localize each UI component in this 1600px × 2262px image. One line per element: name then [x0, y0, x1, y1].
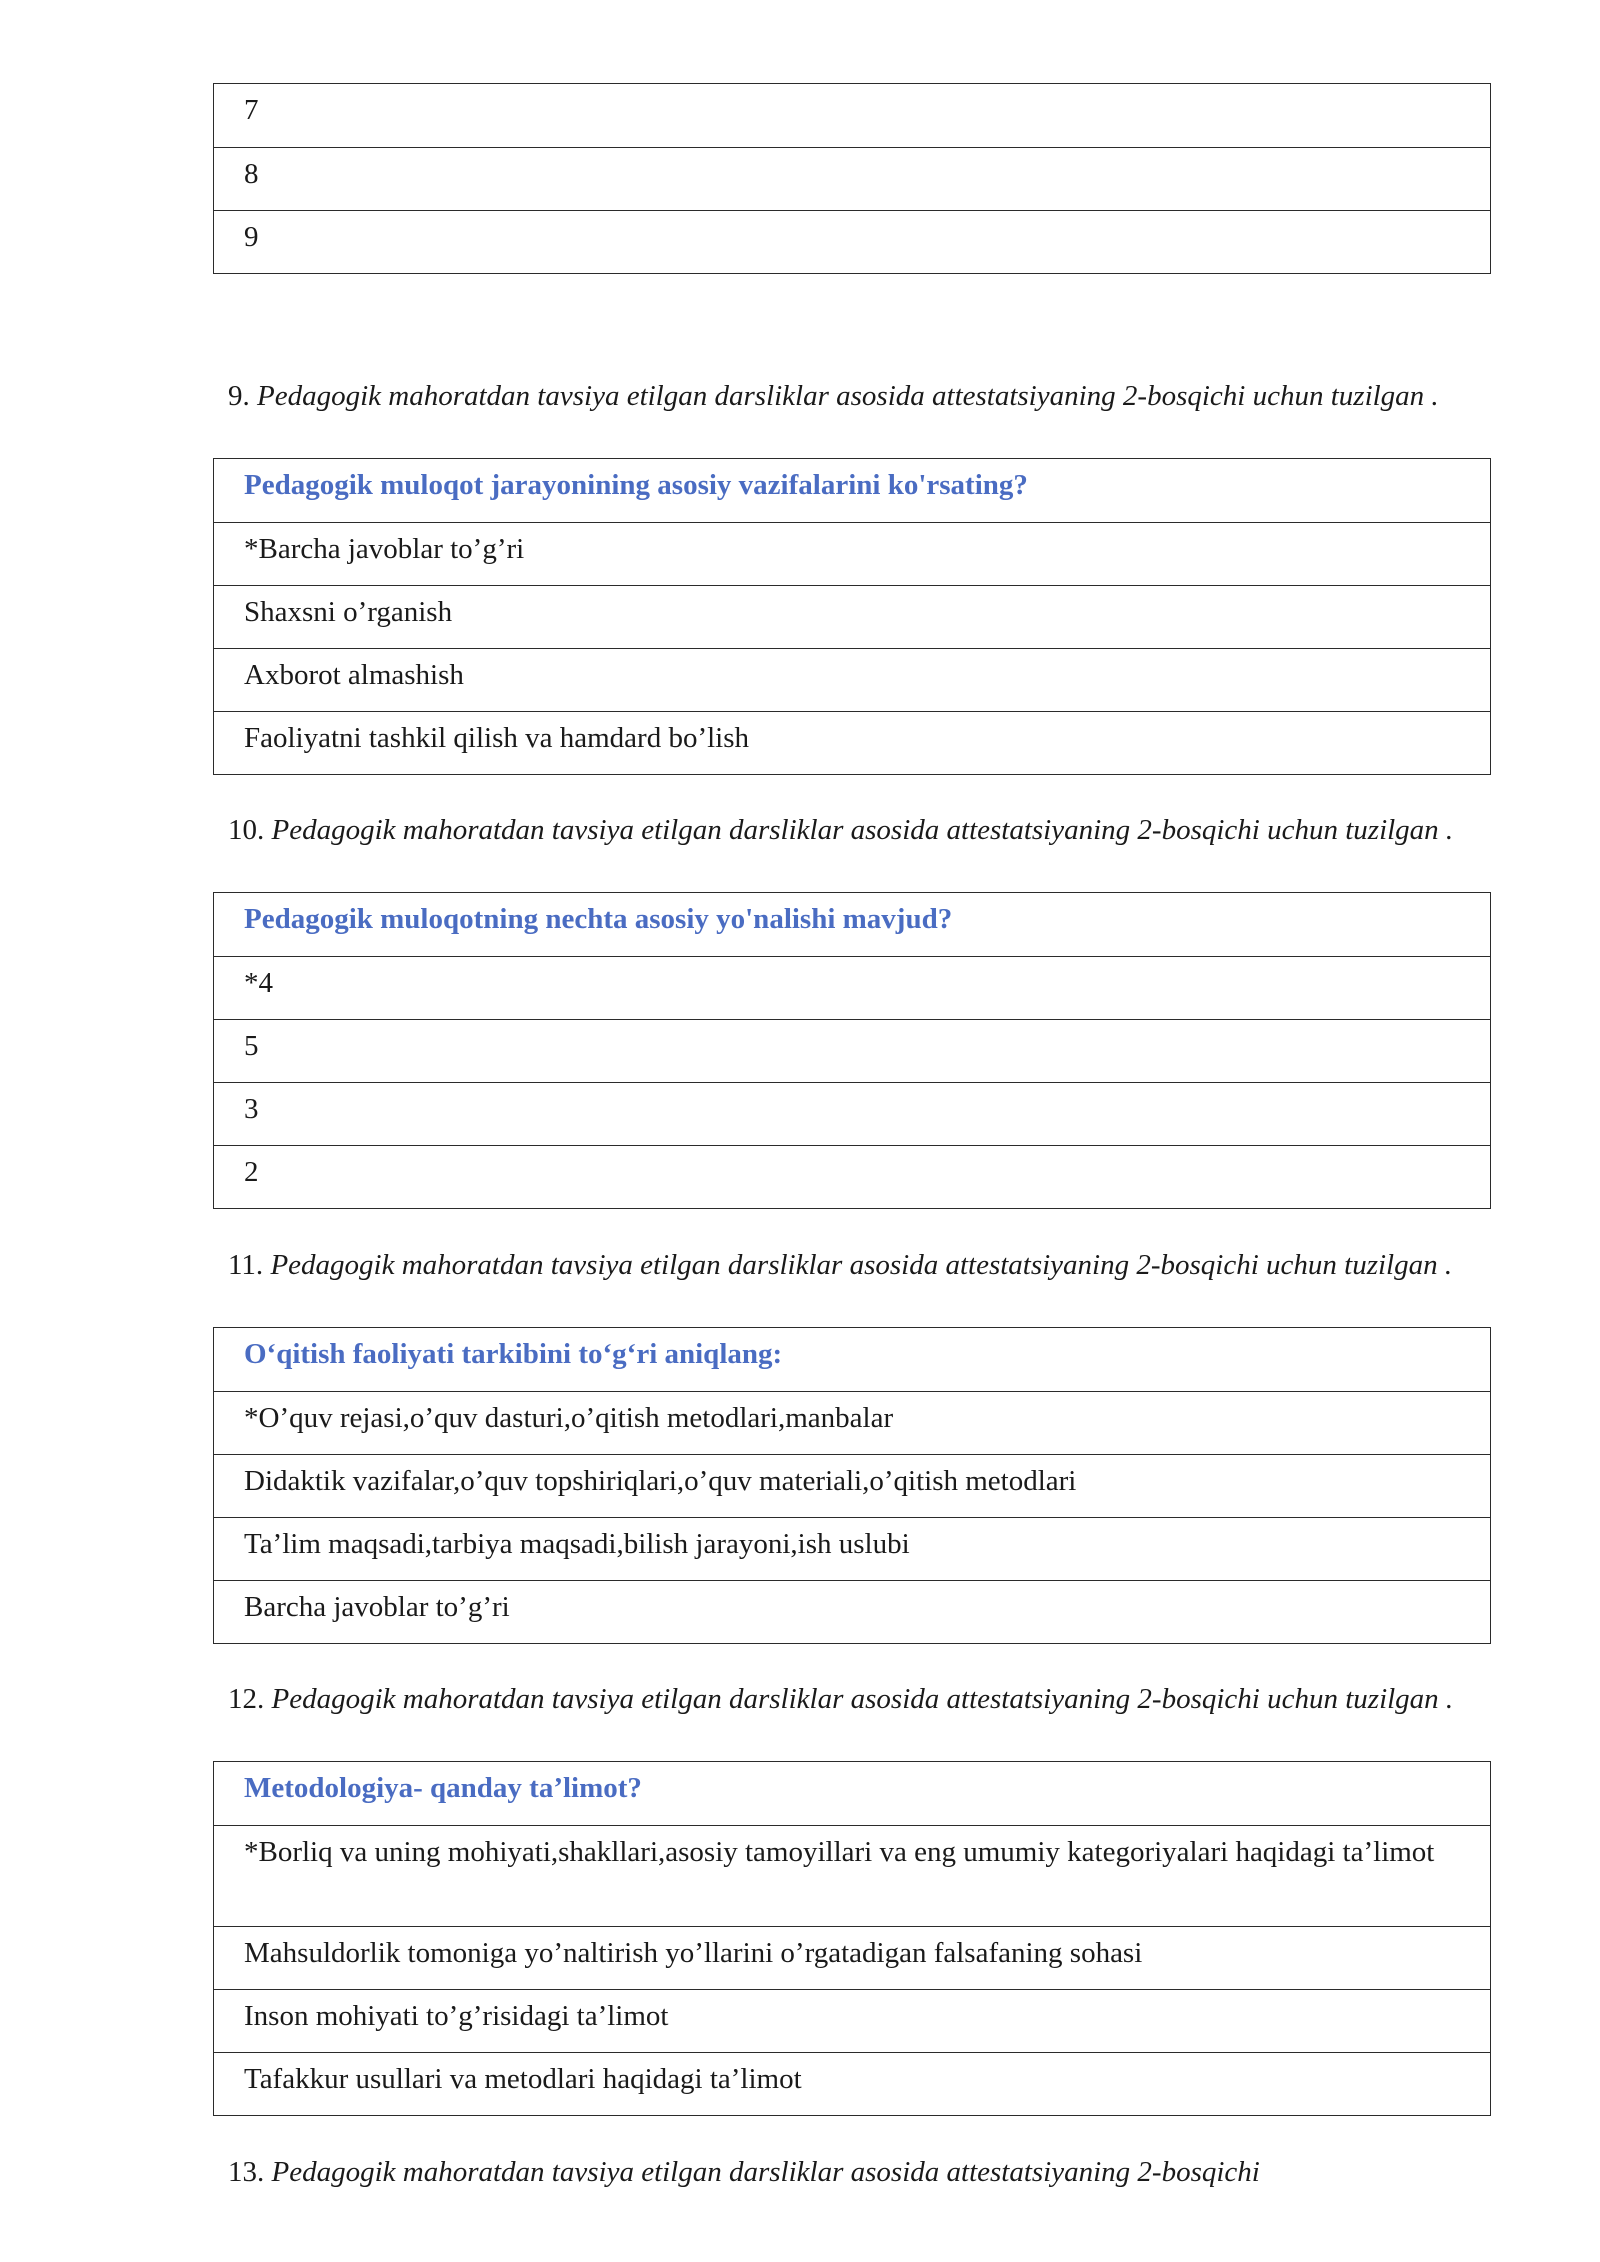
question-12-intro	[228, 1679, 1478, 1719]
question-number: 12.	[228, 1683, 265, 1715]
answer-option: Shaxsni o’rganish	[214, 585, 1490, 648]
answer-option: Faoliyatni tashkil qilish va hamdard bo’lish	[214, 711, 1490, 774]
question-12-table	[213, 1761, 1491, 2116]
question-9-intro	[228, 376, 1478, 416]
answer-table-continued	[213, 83, 1491, 274]
question-title: O‘qitish faoliyati tarkibini to‘g‘ri aniqlang:	[244, 1338, 783, 1370]
answer-option: Axborot almashish	[214, 648, 1490, 711]
question-title: Pedagogik muloqot jarayonining asosiy vazifalarini ko'rsating?	[244, 469, 1028, 501]
question-number: 9.	[228, 380, 250, 412]
question-number: 13.	[228, 2156, 265, 2188]
question-intro-text: Pedagogik mahoratdan tavsiya etilgan darsliklar asosida attestatsiyaning 2-bosqichi uchun tuzilgan .	[271, 1683, 1454, 1715]
question-intro-text: Pedagogik mahoratdan tavsiya etilgan darsliklar asosida attestatsiyaning 2-bosqichi uchun tuzilgan .	[270, 1249, 1453, 1281]
question-number: 11.	[228, 1249, 264, 1281]
answer-option: *4	[214, 956, 1490, 1019]
answer-option: Inson mohiyati to’g’risidagi ta’limot	[214, 1989, 1490, 2052]
question-intro-text: Pedagogik mahoratdan tavsiya etilgan darsliklar asosida attestatsiyaning 2-bosqichi	[271, 2156, 1260, 2188]
table-row: 8	[214, 147, 1490, 210]
answer-option: Didaktik vazifalar,o’quv topshiriqlari,o’quv materiali,o’qitish metodlari	[214, 1454, 1490, 1517]
question-intro-text: Pedagogik mahoratdan tavsiya etilgan darsliklar asosida attestatsiyaning 2-bosqichi uchun tuzilgan .	[271, 814, 1454, 846]
answer-option: 2	[214, 1145, 1490, 1208]
answer-option: 3	[214, 1082, 1490, 1145]
answer-option: Mahsuldorlik tomoniga yo’naltirish yo’llarini o’rgatadigan falsafaning sohasi	[214, 1926, 1490, 1989]
question-13-intro	[228, 2152, 1478, 2192]
question-11-table	[213, 1327, 1491, 1644]
answer-option: *Barcha javoblar to’g’ri	[214, 522, 1490, 585]
question-title: Metodologiya- qanday ta’limot?	[244, 1772, 642, 1804]
question-number: 10.	[228, 814, 265, 846]
answer-option: 5	[214, 1019, 1490, 1082]
question-10-intro	[228, 810, 1478, 850]
answer-option: Ta’lim maqsadi,tarbiya maqsadi,bilish jarayoni,ish uslubi	[214, 1517, 1490, 1580]
table-row: 9	[214, 210, 1490, 273]
question-10-table	[213, 892, 1491, 1209]
answer-option: *O’quv rejasi,o’quv dasturi,o’qitish metodlari,manbalar	[214, 1391, 1490, 1454]
answer-option: Tafakkur usullari va metodlari haqidagi ta’limot	[214, 2052, 1490, 2115]
question-title: Pedagogik muloqotning nechta asosiy yo'nalishi mavjud?	[244, 903, 953, 935]
answer-option: *Borliq va uning mohiyati,shakllari,asosiy tamoyillari va eng umumiy kategoriyalari haqidagi ta’limot	[214, 1825, 1490, 1926]
table-row: 7	[244, 94, 259, 126]
question-intro-text: Pedagogik mahoratdan tavsiya etilgan darsliklar asosida attestatsiyaning 2-bosqichi uchun tuzilgan .	[257, 380, 1439, 412]
answer-option: Barcha javoblar to’g’ri	[214, 1580, 1490, 1643]
question-11-intro	[228, 1245, 1478, 1285]
question-9-table	[213, 458, 1491, 775]
